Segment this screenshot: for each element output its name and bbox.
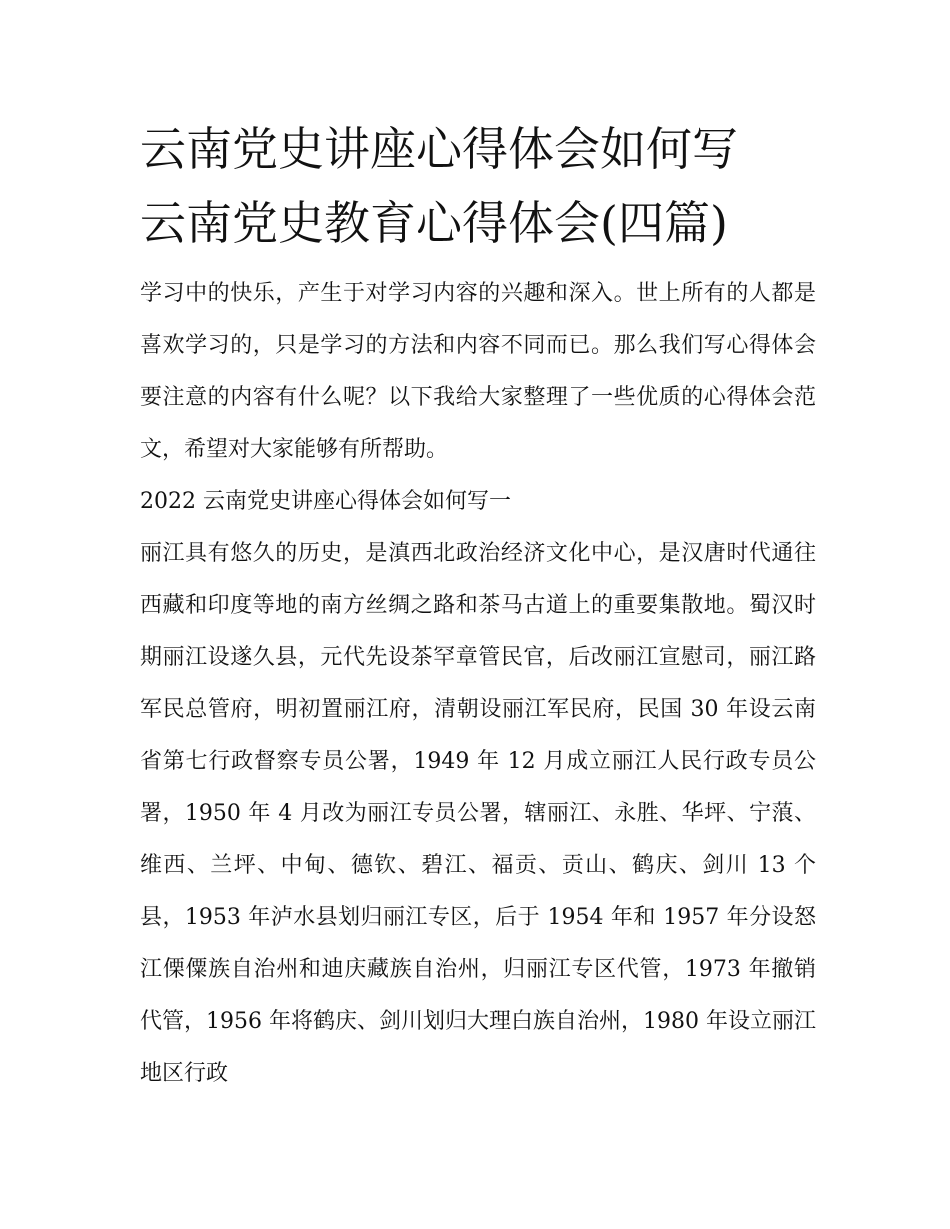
intro-paragraph: 学习中的快乐，产生于对学习内容的兴趣和深入。世上所有的人都是喜欢学习的，只是学习的方法和内容不同而已。那么我们写心得体会要注意的内容有什么呢？以下我给大家整理了一些优质的心得体会范文，希望对大家能够有所帮助。 bbox=[140, 281, 816, 462]
title-line-2: 云南党史教育心得体会(四篇) bbox=[140, 196, 728, 250]
document-title bbox=[140, 112, 816, 260]
document-content bbox=[140, 112, 816, 1100]
body-paragraph: 丽江具有悠久的历史，是滇西北政治经济文化中心，是汉唐时代通往西藏和印度等地的南方丝绸之路和茶马古道上的重要集散地。蜀汉时期丽江设遂久县，元代先设茶罕章管民官，后改丽江宣慰司，丽江路军民总管府，明初置丽江府，清朝设丽江军民府，民国 30 年设云南省第七行政督察专员公署，1949 年 12 月成立丽江人民行政专员公署，1950 年 4 月改为丽江专员公署，辖丽江、永胜、华坪、宁蒗、维西、兰坪、中甸、德钦、碧江、福贡、贡山、鹤庆、剑川 13 个县，1953 年泸水县划归丽江专区，后于 1954 年和 1957 年分设怒江傈僳族自治州和迪庆藏族自治州，归丽江专区代管，1973 年撤销代管，1956 年将鹤庆、剑川划归大理白族自治州，1980 年设立丽江地区行政 bbox=[140, 541, 816, 1086]
section-heading: 2022 云南党史讲座心得体会如何写一 bbox=[140, 489, 511, 514]
title-line-1: 云南党史讲座心得体会如何写 bbox=[140, 122, 738, 176]
